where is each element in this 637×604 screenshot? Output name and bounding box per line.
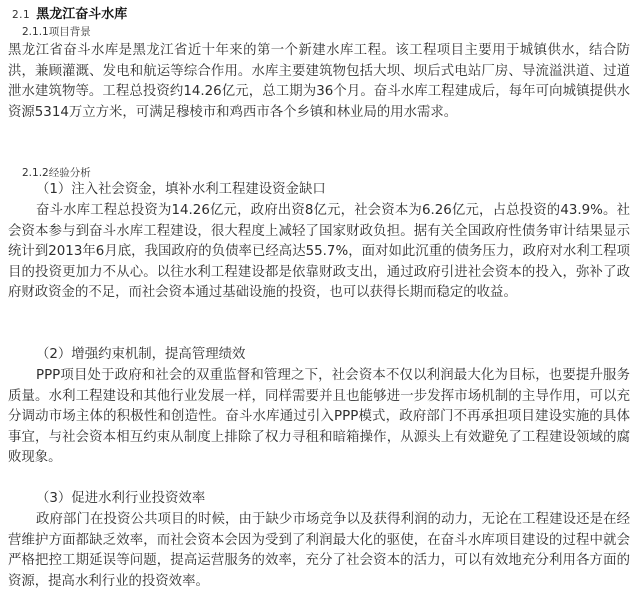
section-title: 黑龙江奋斗水库 [36,7,128,22]
analysis-subheading: 2.1.2经验分析 [22,167,91,179]
point-1-paragraph: 奋斗水库工程总投资为14.26亿元，政府出资8亿元，社会资本为6.26亿元，占总投资的43.9%。社会资本参与到奋斗水库工程建设，很大程度上减轻了国家财政负担。据有关全国政府性债务审计结果显示统计到2013年6月底，我国政府的负债率已经高达55.7%，面对如此沉重的债务压力，政府对水利工程项目的投资更加力不从心。以往水利工程建设都是依靠财政支出，通过政府引进社会资本的投入，弥补了政府财政资金的不足，而社会资本通过基础设施的投资，也可以获得长期而稳定的收益。 [8,203,630,300]
point-1-title: （1）注入社会资金，填补水利工程建设资金缺口 [36,182,326,197]
point-3-title: （3）促进水利行业投资效率 [36,491,206,506]
point-2-paragraph: PPP项目处于政府和社会的双重监督和管理之下，社会资本不仅以利润最大化为目标，也要提升服务质量。水利工程建设和其他行业发展一样，同样需要并且也能够进一步发挥市场机制的主导作用，可以充分调动市场主体的积极性和创造性。奋斗水库通过引入PPP模式，政府部门不再承担项目建设实施的具体事宜，与社会资本相互约束从制度上排除了权力寻租和暗箱操作，从源头上有效避免了工程建设领域的腐败现象。 [8,368,630,465]
point-2-title: （2）增强约束机制，提高管理绩效 [36,347,246,362]
background-paragraph: 黑龙江省奋斗水库是黑龙江省近十年来的第一个新建水库工程。该工程项目主要用于城镇供水，结合防洪，兼顾灌溉、发电和航运等综合作用。水库主要建筑物包括大坝、坝后式电站厂房、导流溢洪道、过道泄水建筑物等。工程总投资约14.26亿元，总工期为36个月。奋斗水库工程建成后，每年可向城镇提供水资源5314万立方米，可满足穆棱市和鸡西市各个乡镇和林业局的用水需求。 [8,43,630,120]
section-heading [12,3,127,22]
section-number: 2.1 [12,9,31,21]
background-subheading: 2.1.1项目背景 [22,26,91,38]
point-3-paragraph: 政府部门在投资公共项目的时候，由于缺少市场竞争以及获得利润的动力，无论在工程建设还是在经营维护方面都缺乏效率，而社会资本会因为受到了利润最大化的驱使，在奋斗水库项目建设的过程中就会严格把控工期延误等问题，提高运营服务的效率，充分了社会资本的活力，可以有效地充分利用各方面的资源，提高水利行业的投资效率。 [8,512,630,589]
